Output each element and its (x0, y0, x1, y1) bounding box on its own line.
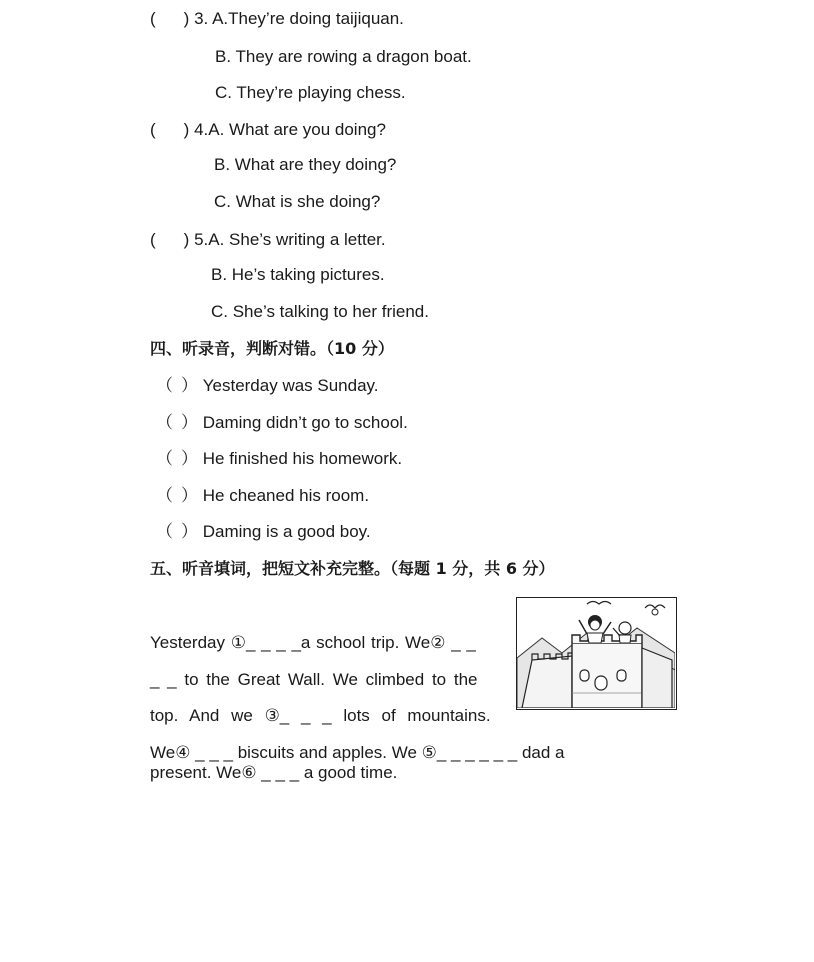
question-4-line-a (150, 120, 386, 140)
option-a: A. She’s writing a letter. (208, 230, 386, 249)
answer-paren-open: ( (150, 120, 156, 139)
question-5-line-a (150, 230, 386, 250)
question-number: 5. (194, 230, 209, 249)
passage-line: _ _ to the Great Wall. We climbed to the (150, 670, 478, 689)
option-b: B. What are they doing? (214, 155, 397, 174)
answer-paren-open: （ (156, 486, 173, 505)
true-false-item (156, 486, 369, 506)
option-a: A.They’re doing taijiquan. (212, 9, 404, 28)
statement-text: Daming is a good boy. (202, 522, 371, 541)
option-b: B. They are rowing a dragon boat. (215, 47, 472, 66)
question-number: 4. (194, 120, 209, 139)
answer-paren-open: （ (156, 413, 173, 432)
answer-paren-close: ） (181, 486, 198, 505)
option-a: A. What are you doing? (208, 120, 386, 139)
statement-text: Yesterday was Sunday. (202, 376, 379, 395)
question-number: 3. (194, 9, 209, 28)
great-wall-children-illustration-icon (517, 598, 675, 708)
passage-line: top. And we ③_ _ _ lots of mountains. (150, 706, 491, 725)
statement-text: Daming didn’t go to school. (202, 413, 408, 432)
true-false-item (156, 376, 379, 396)
question-3-line-a (150, 9, 404, 29)
answer-paren-close: ） (181, 413, 198, 432)
true-false-item (156, 449, 402, 469)
answer-paren-open: ( (150, 9, 156, 28)
statement-text: He cheaned his room. (202, 486, 370, 505)
passage-line: present. We⑥ _ _ _ a good time. (150, 763, 398, 782)
true-false-item (156, 522, 371, 542)
option-b: B. He’s taking pictures. (211, 265, 385, 284)
option-c: C. What is she doing? (214, 192, 381, 211)
statement-text: He finished his homework. (202, 449, 403, 468)
section-4-heading: 四、听录音，判断对错。（10 分） (150, 339, 394, 358)
answer-paren-close: ） (181, 449, 198, 468)
answer-paren-open: ( (150, 230, 156, 249)
answer-paren-close: ） (181, 522, 198, 541)
option-c: C. They’re playing chess. (215, 83, 406, 102)
answer-paren-open: （ (156, 522, 173, 541)
answer-paren-open: （ (156, 376, 173, 395)
answer-paren-close: ) (183, 120, 190, 139)
true-false-item (156, 413, 408, 433)
passage-line: Yesterday ①_ _ _ _a school trip. We② _ _ (150, 633, 476, 652)
answer-paren-open: （ (156, 449, 173, 468)
answer-paren-close: ） (181, 376, 198, 395)
answer-paren-close: ) (183, 230, 190, 249)
option-c: C. She’s talking to her friend. (211, 302, 429, 321)
section-5-heading: 五、听音填词，把短文补充完整。（每题 1 分，共 6 分） (150, 559, 555, 578)
great-wall-illustration (516, 597, 677, 710)
passage-line: We④ _ _ _ biscuits and apples. We ⑤_ _ _ _ _ _ dad a (150, 743, 565, 762)
answer-paren-close: ) (183, 9, 190, 28)
